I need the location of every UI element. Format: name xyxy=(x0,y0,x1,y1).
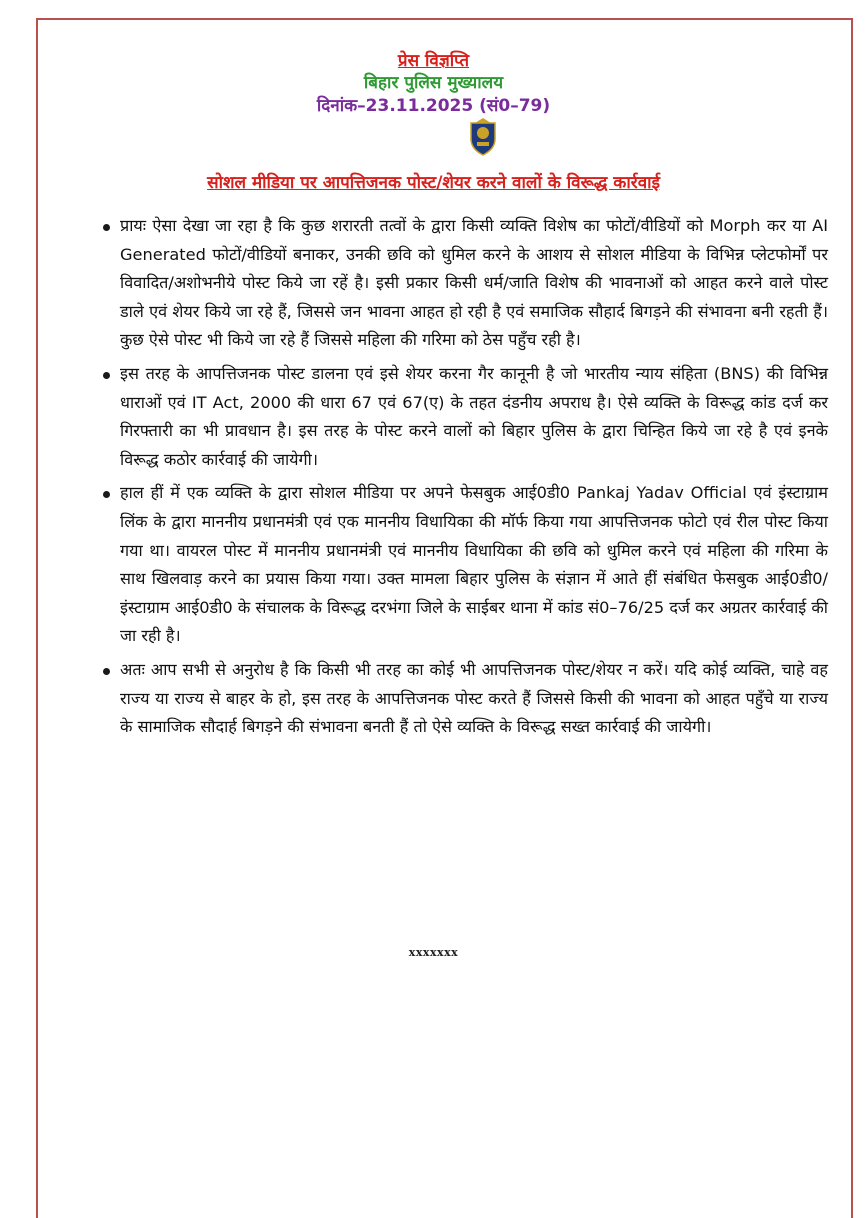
bullet-text: प्रायः ऐसा देखा जा रहा है कि कुछ शरारती तत्वों के द्वारा किसी व्यक्ति विशेष का फोटों/वीडियों को Morph कर या AI Generated फोटों/वीडियों बनाकर, उनकी छवि को धुमिल करने के आशय से सोशल मीडिया के विभिन्न प्लेटफोर्मों पर विवादित/अशोभनीये पोस्ट किये जा रहें है। इसी प्रकार किसी धर्म/जाति विशेष की भावनाओं को आहत करने वाले पोस्ट डाले एवं शेयर किये जा रहे हैं, जिससे जन भावना आहत हो रही है एवं समाजिक सौहार्द बिगड़ने की संभावना बनी रहती हैं। कुछ ऐसे पोस्ट भी किये जा रहे हैं जिससे महिला की गरिमा को ठेस पहुँच रही है। xyxy=(120,216,828,350)
list-item xyxy=(120,212,828,355)
bullet-icon xyxy=(103,372,110,379)
letter-header xyxy=(0,50,867,117)
end-marker: xxxxxxx xyxy=(408,946,459,959)
list-item xyxy=(120,656,828,742)
date-line: दिनांक–23.11.2025 (सं0–79) xyxy=(316,96,551,116)
bihar-police-emblem-icon xyxy=(465,117,501,157)
bullet-text: हाल हीं में एक व्यक्ति के द्वारा सोशल मीडिया पर अपने फेसबुक आई0डी0 Pankaj Yadav Official एवं इंस्टाग्राम लिंक के द्वारा माननीय प्रधानमंत्री एवं एक माननीय विधायिका की मॉर्फ किया गया आपत्तिजनक फोटो एवं रील पोस्ट किया गया था। वायरल पोस्ट में माननीय प्रधानमंत्री एवं माननीय विधायिका की छवि को धुमिल करने एवं महिला की गरिमा के साथ खिलवाड़ करने का प्रयास किया गया। उक्त मामला बिहार पुलिस के संज्ञान में आते हीं संबंधित फेसबुक आई0डी0/इंस्टाग्राम आई0डी0 के संचालक के विरूद्ध दरभंगा जिले के साईबर थाना में कांड सं0–76/25 दर्ज कर अग्रतर कार्रवाई की जा रही है। xyxy=(120,483,828,646)
bullet-icon xyxy=(103,224,110,231)
list-item xyxy=(120,360,828,474)
bullet-list xyxy=(120,212,828,747)
organization-name: बिहार पुलिस मुख्यालय xyxy=(363,73,504,93)
press-release-title: प्रेस विज्ञप्ति xyxy=(397,51,470,71)
bullet-text: इस तरह के आपत्तिजनक पोस्ट डालना एवं इसे शेयर करना गैर कानूनी है जो भारतीय न्याय संहिता (BNS) की विभिन्न धाराओं एवं IT Act, 2000 की धारा 67 एवं 67(ए) के तहत दंडनीय अपराध है। ऐसे व्यक्ति के विरूद्ध कांड दर्ज कर गिरफ्तारी का भी प्रावधान है। इस तरह के पोस्ट करने वालों को बिहार पुलिस के द्वारा चिन्हित किये जा रहे है एवं इनके विरूद्ध कठोर कार्रवाई की जायेगी। xyxy=(120,363,828,469)
bullet-text: अतः आप सभी से अनुरोध है कि किसी भी तरह का कोई भी आपत्तिजनक पोस्ट/शेयर न करें। यदि कोई व्यक्ति, चाहे वह राज्य या राज्य से बाहर के हो, इस तरह के आपत्तिजनक पोस्ट करते हैं जिससे किसी की भावना को आहत पहुँचे या राज्य के सामाजिक सौदार्ह बिगड़ने की संभावना बनती हैं तो ऐसे व्यक्ति के विरूद्ध सख्त कार्रवाई की जायेगी। xyxy=(120,659,829,737)
list-item xyxy=(120,479,828,651)
bullet-icon xyxy=(103,668,110,675)
subject-heading: सोशल मीडिया पर आपत्तिजनक पोस्ट/शेयर करने वालों के विरूद्ध कार्रवाई xyxy=(207,173,660,193)
